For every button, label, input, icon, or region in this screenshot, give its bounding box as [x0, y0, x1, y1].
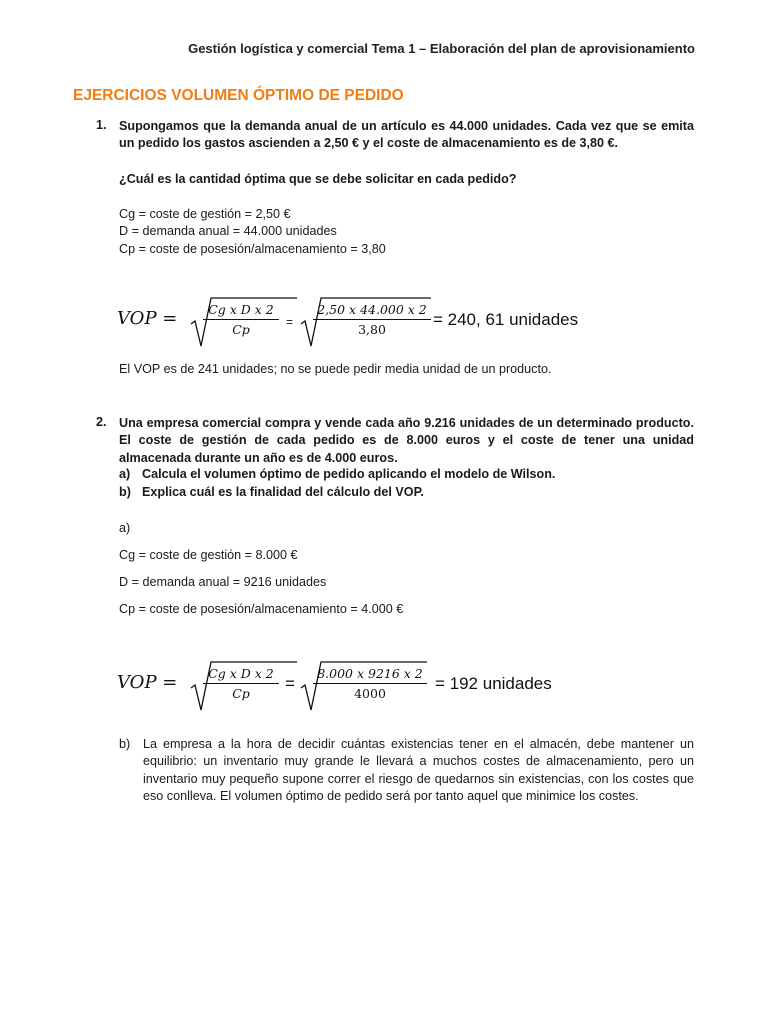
formula-1-eq: =	[286, 315, 294, 329]
formula-1-fraction-2	[313, 302, 431, 337]
formula-2-fraction-2	[313, 666, 427, 701]
formula-2-fraction-1	[203, 666, 279, 701]
exercise-1-cp: Cp = coste de posesión/almacenamiento = 3,80	[119, 242, 386, 256]
exercise-1-number: 1.	[96, 118, 107, 132]
exercise-1-statement: Supongamos que la demanda anual de un artículo es 44.000 unidades. Cada vez que se emita un pedido los gastos ascienden a 2,50 € y el coste de almacenamiento es de 3,80 €.	[119, 119, 694, 151]
exercise-2-answer-a-label: a)	[119, 521, 131, 535]
formula-2-lhs: VOP =	[117, 672, 178, 693]
exercise-2-answer-b-label: b)	[119, 737, 131, 751]
exercise-2-item-a-text: Calcula el volumen óptimo de pedido aplicando el modelo de Wilson.	[142, 467, 556, 481]
formula-2-num-2: 8.000 x 9216 x 2	[313, 666, 427, 684]
exercise-2-cg: Cg = coste de gestión = 8.000 €	[119, 548, 298, 562]
exercise-2-answer-b: La empresa a la hora de decidir cuántas existencias tener en el almacén, debe mantener un equilibrio: un inventario muy grande le llevará a muchos costes de almacenamiento, pero un inventario muy pequeño supone correr el riesgo de quedarnos sin existencias, con los costes que eso conlleva. El volumen óptimo de pedido será por tanto aquel que minimice los costes.	[143, 737, 694, 804]
formula-2-num-1: Cg x D x 2	[203, 666, 279, 684]
exercise-1-question: ¿Cuál es la cantidad óptima que se debe solicitar en cada pedido?	[119, 172, 517, 186]
formula-1-fraction-1	[203, 302, 279, 337]
formula-2-result: = 192 unidades	[435, 674, 552, 693]
exercise-2-item-a-label: a)	[119, 467, 131, 481]
formula-1-lhs: VOP =	[117, 308, 178, 329]
exercise-1-conclusion: El VOP es de 241 unidades; no se puede pedir media unidad de un producto.	[119, 362, 552, 376]
exercise-2-d: D = demanda anual = 9216 unidades	[119, 575, 327, 589]
formula-1	[117, 294, 617, 354]
exercise-2-number: 2.	[96, 415, 107, 429]
formula-1-den-1: Cp	[232, 322, 250, 337]
formula-1-result: = 240, 61 unidades	[433, 310, 579, 329]
formula-2-den-1: Cp	[232, 686, 250, 701]
page-title: EJERCICIOS VOLUMEN ÓPTIMO DE PEDIDO	[73, 87, 404, 104]
exercise-1-cg: Cg = coste de gestión = 2,50 €	[119, 207, 291, 221]
document-header: Gestión logística y comercial Tema 1 – Elaboración del plan de aprovisionamiento	[188, 41, 695, 56]
formula-1-den-2: 3,80	[358, 322, 386, 337]
formula-2-eq: =	[285, 674, 295, 693]
formula-2	[117, 658, 617, 718]
exercise-2-statement: Una empresa comercial compra y vende cada año 9.216 unidades de un determinado producto. El coste de gestión de cada pedido es de 8.000 euros y el coste de tener una unidad almacenada durante un año es de 4.000 euros.	[119, 416, 694, 465]
exercise-2-cp: Cp = coste de posesión/almacenamiento = 4.000 €	[119, 602, 404, 616]
exercise-2-item-b-label: b)	[119, 485, 131, 499]
exercise-2-item-b-text: Explica cuál es la finalidad del cálculo del VOP.	[142, 485, 424, 499]
formula-1-num-1: Cg x D x 2	[203, 302, 279, 320]
formula-1-num-2: 2,50 x 44.000 x 2	[313, 302, 431, 320]
formula-2-den-2: 4000	[354, 686, 386, 701]
exercise-1-d: D = demanda anual = 44.000 unidades	[119, 224, 337, 238]
